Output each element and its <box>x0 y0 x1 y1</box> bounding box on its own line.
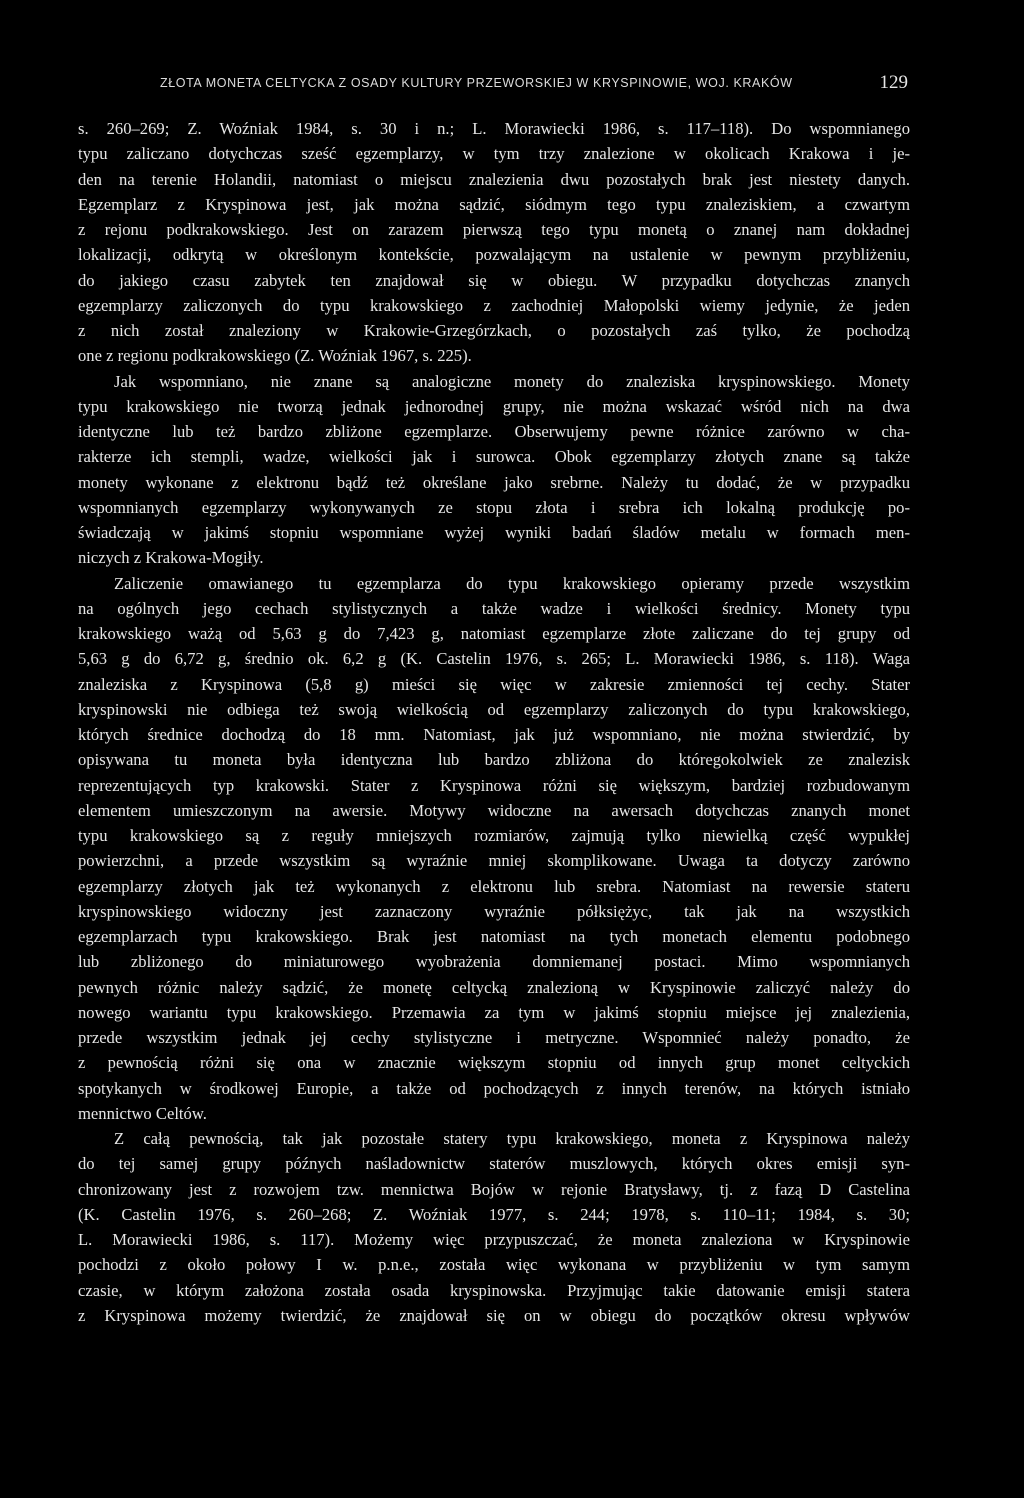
text-line: których średnice dochodzą do 18 mm. Natomiast, jak już wspomniano, nie można stwierdzić, by <box>78 725 910 744</box>
text-line: nowego wariantu typu krakowskiego. Przemawia za tym w jakimś stopniu miejsce jej znalezienia, <box>78 1002 910 1022</box>
text-line: egzemplarzach typu krakowskiego. Brak jest natomiast na tych monetach elementu podobnego <box>78 927 910 946</box>
text-line: rakterze ich stempli, wadze, wielkości jak i surowca. Obok egzemplarzy złotych znane są także <box>78 447 910 467</box>
text-line: spotykanych w środkowej Europie, a także od pochodzących z innych terenów, na których istniało <box>78 1078 910 1098</box>
text-line: egzemplarzy złotych jak też wykonanych z elektronu lub srebra. Natomiast na rewersie stateru <box>78 876 910 896</box>
text-line: Egzemplarz z Kryspinowa jest, jak można sądzić, siódmym tego typu znaleziskiem, a czwartym <box>78 194 910 214</box>
text-line: typu krakowskiego są z reguły mniejszych rozmiarów, zajmują tylko niewielką część wypukłej <box>78 826 910 845</box>
text-line: mennictwo Celtów. <box>78 1103 207 1123</box>
text-line: 5,63 g do 6,72 g, średnio ok. 6,2 g (K. Castelin 1976, s. 265; L. Morawiecki 1986, s. 118). Waga <box>78 649 910 669</box>
text-line: czasie, w którym założona została osada kryspinowska. Przyjmując takie datowanie emisji statera <box>78 1280 910 1300</box>
text-line: na ogólnych jego cechach stylistycznych a także wadze i wielkości średnicy. Monety typu <box>78 598 910 618</box>
text-line: wspomnianych egzemplarzy wykonywanych ze stopu złota i srebra ich lokalną produkcję po- <box>78 497 910 517</box>
text-line: elementem umieszczonym na awersie. Motywy widoczne na awersach dotychczas znanych monet <box>78 800 910 820</box>
text-line: typu krakowskiego nie tworzą jednak jednorodnej grupy, nie można wskazać wśród nich na dwa <box>78 396 910 416</box>
text-line: z rejonu podkrakowskiego. Jest on zarazem pierwszą tego typu monetą o znanej nam dokładnej <box>78 220 910 239</box>
text-line: do tej samej grupy późnych naśladownictw staterów muszlowych, których okres emisji syn- <box>78 1154 910 1174</box>
text-line: opisywana tu moneta była identyczna lub bardzo zbliżona do któregokolwiek ze znalezisk <box>78 750 910 770</box>
text-line: znaleziska z Kryspinowa (5,8 g) mieści się więc w zakresie zmienności tej cechy. Stater <box>78 674 910 694</box>
text-line: reprezentujących typ krakowski. Stater z Kryspinowa różni się większym, bardziej rozbudowanym <box>78 775 910 795</box>
text-line: z pewnością różni się ona w znacznie większym stopniu od innych grup monet celtyckich <box>78 1053 910 1073</box>
page-header <box>160 72 908 102</box>
text-line: typu zaliczano dotychczas sześć egzemplarzy, w tym trzy znalezione w okolicach Krakowa i je- <box>78 144 910 164</box>
text-line: Zaliczenie omawianego tu egzemplarza do typu krakowskiego opieramy przede wszystkim <box>114 573 910 593</box>
body-text <box>78 116 910 1328</box>
text-line: s. 260–269; Z. Woźniak 1984, s. 30 i n.; L. Morawiecki 1986, s. 117–118). Do wspomnianego <box>78 119 910 138</box>
text-line: one z regionu podkrakowskiego (Z. Woźniak 1967, s. 225). <box>78 346 472 366</box>
running-title: ZŁOTA MONETA CELTYCKA Z OSADY KULTURY PRZEWORSKIEJ W KRYSPINOWIE, WOJ. KRAKÓW <box>160 76 793 90</box>
text-line: przede wszystkim jednak jej cechy stylistyczne i metryczne. Wspomnieć należy ponadto, że <box>78 1028 910 1047</box>
text-line: powierzchni, a przede wszystkim są wyraźnie mniej skomplikowane. Uwaga ta dotyczy zarówno <box>78 851 910 871</box>
text-line: do jakiego czasu zabytek ten znajdował się w obiegu. W przypadku dotychczas znanych <box>78 270 910 290</box>
text-line: lub zbliżonego do miniaturowego wyobrażenia domniemanej postaci. Mimo wspomnianych <box>78 952 910 972</box>
text-line: krakowskiego ważą od 5,63 g do 7,423 g, natomiast egzemplarze złote zaliczane do tej grupy od <box>78 624 910 643</box>
text-line: L. Morawiecki 1986, s. 117). Możemy więc przypuszczać, że moneta znaleziona w Kryspinowie <box>78 1230 910 1249</box>
text-line: świadczają w jakimś stopniu wspomniane wyżej wyniki badań śladów metalu w formach men- <box>78 523 910 542</box>
text-line: pochodzi z około połowy I w. p.n.e., została więc wykonana w przybliżeniu w tym samym <box>78 1255 910 1275</box>
text-line: egzemplarzy zaliczonych do typu krakowskiego z zachodniej Małopolski wiemy jedynie, że jeden <box>78 295 910 315</box>
text-line: chronizowany jest z rozwojem tzw. mennictwa Bojów w rejonie Bratysławy, tj. z fazą D Castelina <box>78 1179 910 1199</box>
text-line: kryspinowskiego widoczny jest zaznaczony wyraźnie półksiężyc, tak jak na wszystkich <box>78 901 910 921</box>
text-line: z Kryspinowa możemy twierdzić, że znajdował się on w obiegu do początków okresu wpływów <box>78 1305 910 1325</box>
text-line: kryspinowski nie odbiega też swoją wielkością od egzemplarzy zaliczonych do typu krakowskiego, <box>78 699 910 719</box>
text-line: z nich został znaleziony w Krakowie-Grzegórzkach, o pozostałych zaś tylko, że pochodzą <box>78 321 910 340</box>
text-line: Jak wspomniano, nie znane są analogiczne monety do znaleziska kryspinowskiego. Monety <box>114 371 910 391</box>
text-line: Z całą pewnością, tak jak pozostałe statery typu krakowskiego, moneta z Kryspinowa należy <box>114 1129 910 1148</box>
text-line: lokalizacji, odkrytą w określonym kontekście, pozwalającym na ustalenie w pewnym przybliżeniu, <box>78 245 910 265</box>
text-line: (K. Castelin 1976, s. 260–268; Z. Woźniak 1977, s. 244; 1978, s. 110–11; 1984, s. 30; <box>78 1204 910 1224</box>
text-line: den na terenie Holandii, natomiast o miejscu znalezienia dwu pozostałych brak jest niestety danych. <box>78 169 910 189</box>
text-line: monety wykonane z elektronu bądź też określane jako srebrne. Należy tu dodać, że w przypadku <box>78 472 910 492</box>
page-number: 129 <box>879 72 908 93</box>
text-line: pewnych różnic należy sądzić, że monetę celtycką znalezioną w Kryspinowie zaliczyć należy do <box>78 977 910 997</box>
text-line: identyczne lub też bardzo zbliżone egzemplarze. Obserwujemy pewne różnice zarówno w cha- <box>78 422 910 441</box>
text-line: niczych z Krakowa-Mogiły. <box>78 548 264 568</box>
